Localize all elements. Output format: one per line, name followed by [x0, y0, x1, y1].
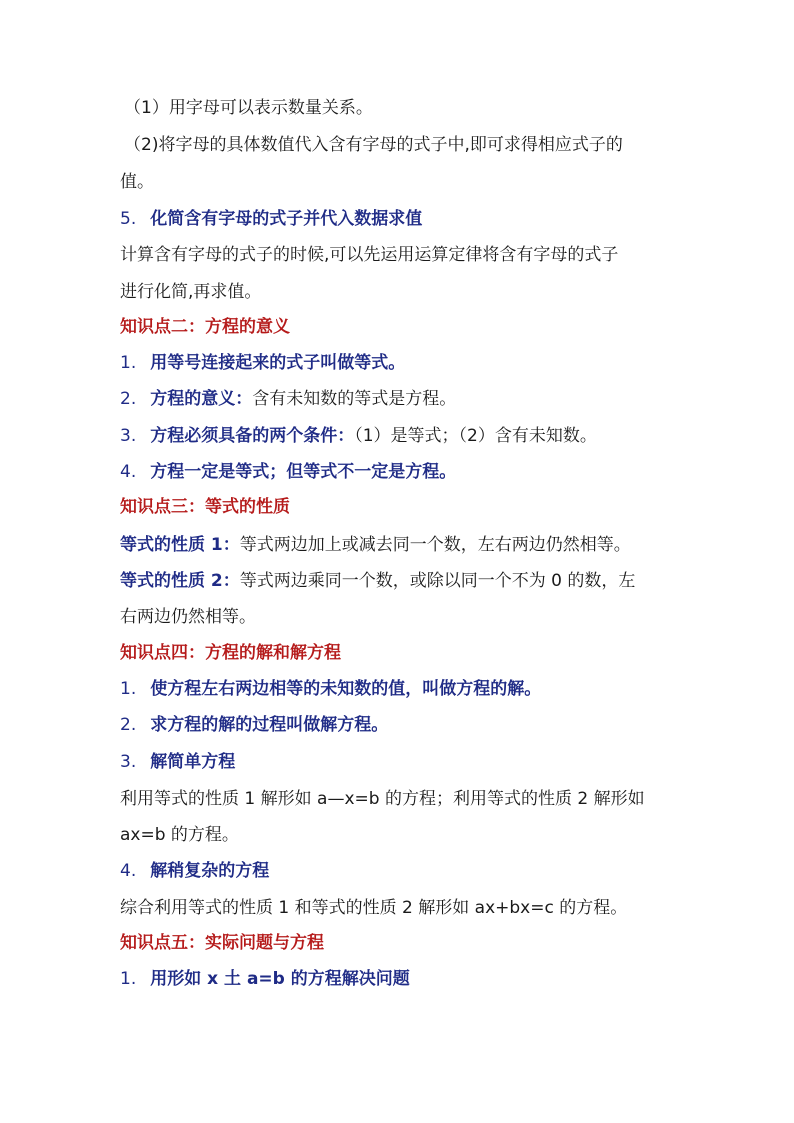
paragraph-text: ax=b 的方程。 [120, 825, 239, 845]
list-item-simple-equations [120, 752, 235, 772]
list-item-text: 使方程左右两边相等的未知数的值，叫做方程的解。 [150, 679, 542, 699]
property-label: 等式的性质 1： [120, 535, 240, 555]
list-item-text: 解简单方程 [150, 752, 236, 772]
list-number: 2. [120, 715, 137, 735]
list-item-bold-text: 方程的意义： [150, 389, 253, 409]
list-number: 1. [120, 969, 137, 989]
paragraph-equality-property-2 [120, 571, 635, 591]
paragraph-text: （2)将字母的具体数值代入含有字母的式子中,即可求得相应式子的 [124, 135, 623, 155]
heading-simplify-expressions [120, 209, 422, 229]
paragraph-text: 右两边仍然相等。 [120, 607, 256, 627]
paragraph-complex-equations-method [120, 898, 627, 918]
list-item-solve-problems [120, 969, 410, 989]
paragraph-equality-property-1 [120, 535, 631, 555]
paragraph-text: 等式两边乘同一个数，或除以同一个不为 0 的数，左 [239, 571, 636, 591]
paragraph-text: 进行化简,再求值。 [120, 282, 262, 302]
section-heading-text: 知识点三：等式的性质 [120, 497, 290, 517]
list-number: 5. [120, 209, 137, 229]
paragraph-simple-equations-method [120, 789, 645, 809]
paragraph-substitute-values [124, 135, 623, 155]
paragraph-continuation [120, 607, 256, 627]
paragraph-letters-represent-quantity [124, 98, 373, 118]
list-number: 1. [120, 679, 137, 699]
paragraph-simplify-first [120, 245, 618, 265]
section-heading-text: 知识点四：方程的解和解方程 [120, 643, 341, 663]
list-number: 4. [120, 861, 137, 881]
property-label: 等式的性质 2： [120, 571, 240, 591]
heading-text: 化简含有字母的式子并代入数据求值 [150, 209, 423, 229]
section-heading-knowledge-point-4 [120, 643, 341, 663]
paragraph-text: 计算含有字母的式子的时候,可以先运用运算定律将含有字母的式子 [120, 245, 619, 265]
section-heading-knowledge-point-2 [120, 317, 290, 337]
list-item-text: 含有未知数的等式是方程。 [252, 389, 457, 409]
section-heading-text: 知识点五：实际问题与方程 [120, 933, 324, 953]
list-number: 3. [120, 426, 137, 446]
list-number: 4. [120, 462, 137, 482]
section-heading-text: 知识点二：方程的意义 [120, 317, 290, 337]
paragraph-text: 等式两边加上或减去同一个数，左右两边仍然相等。 [239, 535, 631, 555]
paragraph-text: 综合利用等式的性质 1 和等式的性质 2 解形如 ax+bx=c 的方程。 [120, 898, 628, 918]
paragraph-text: （1）用字母可以表示数量关系。 [124, 98, 373, 118]
paragraph-text: 利用等式的性质 1 解形如 a—x=b 的方程；利用等式的性质 2 解形如 [120, 789, 645, 809]
list-number: 3. [120, 752, 137, 772]
list-item-bold-text: 方程必须具备的两个条件： [150, 426, 355, 446]
paragraph-continuation [120, 172, 154, 192]
paragraph-text: 值。 [120, 172, 154, 192]
list-item-solving-definition [120, 715, 388, 735]
list-item-equation-meaning [120, 389, 456, 409]
list-item-text: 方程一定是等式；但等式不一定是方程。 [150, 462, 457, 482]
list-item-text: 用等号连接起来的式子叫做等式。 [150, 353, 406, 373]
list-item-text: 求方程的解的过程叫做解方程。 [150, 715, 389, 735]
list-item-equality-definition [120, 353, 405, 373]
list-item-text: 用形如 x 土 a=b 的方程解决问题 [150, 969, 410, 989]
list-item-text: （1）是等式；（2）含有未知数。 [354, 426, 597, 446]
paragraph-continuation [120, 825, 239, 845]
list-item-solution-definition [120, 679, 541, 699]
section-heading-knowledge-point-5 [120, 933, 324, 953]
paragraph-continuation [120, 282, 261, 302]
list-number: 1. [120, 353, 137, 373]
list-item-equation-is-equality [120, 462, 456, 482]
list-item-complex-equations [120, 861, 269, 881]
list-item-text: 解稍复杂的方程 [150, 861, 270, 881]
section-heading-knowledge-point-3 [120, 497, 290, 517]
list-item-two-conditions [120, 426, 597, 446]
list-number: 2. [120, 389, 137, 409]
